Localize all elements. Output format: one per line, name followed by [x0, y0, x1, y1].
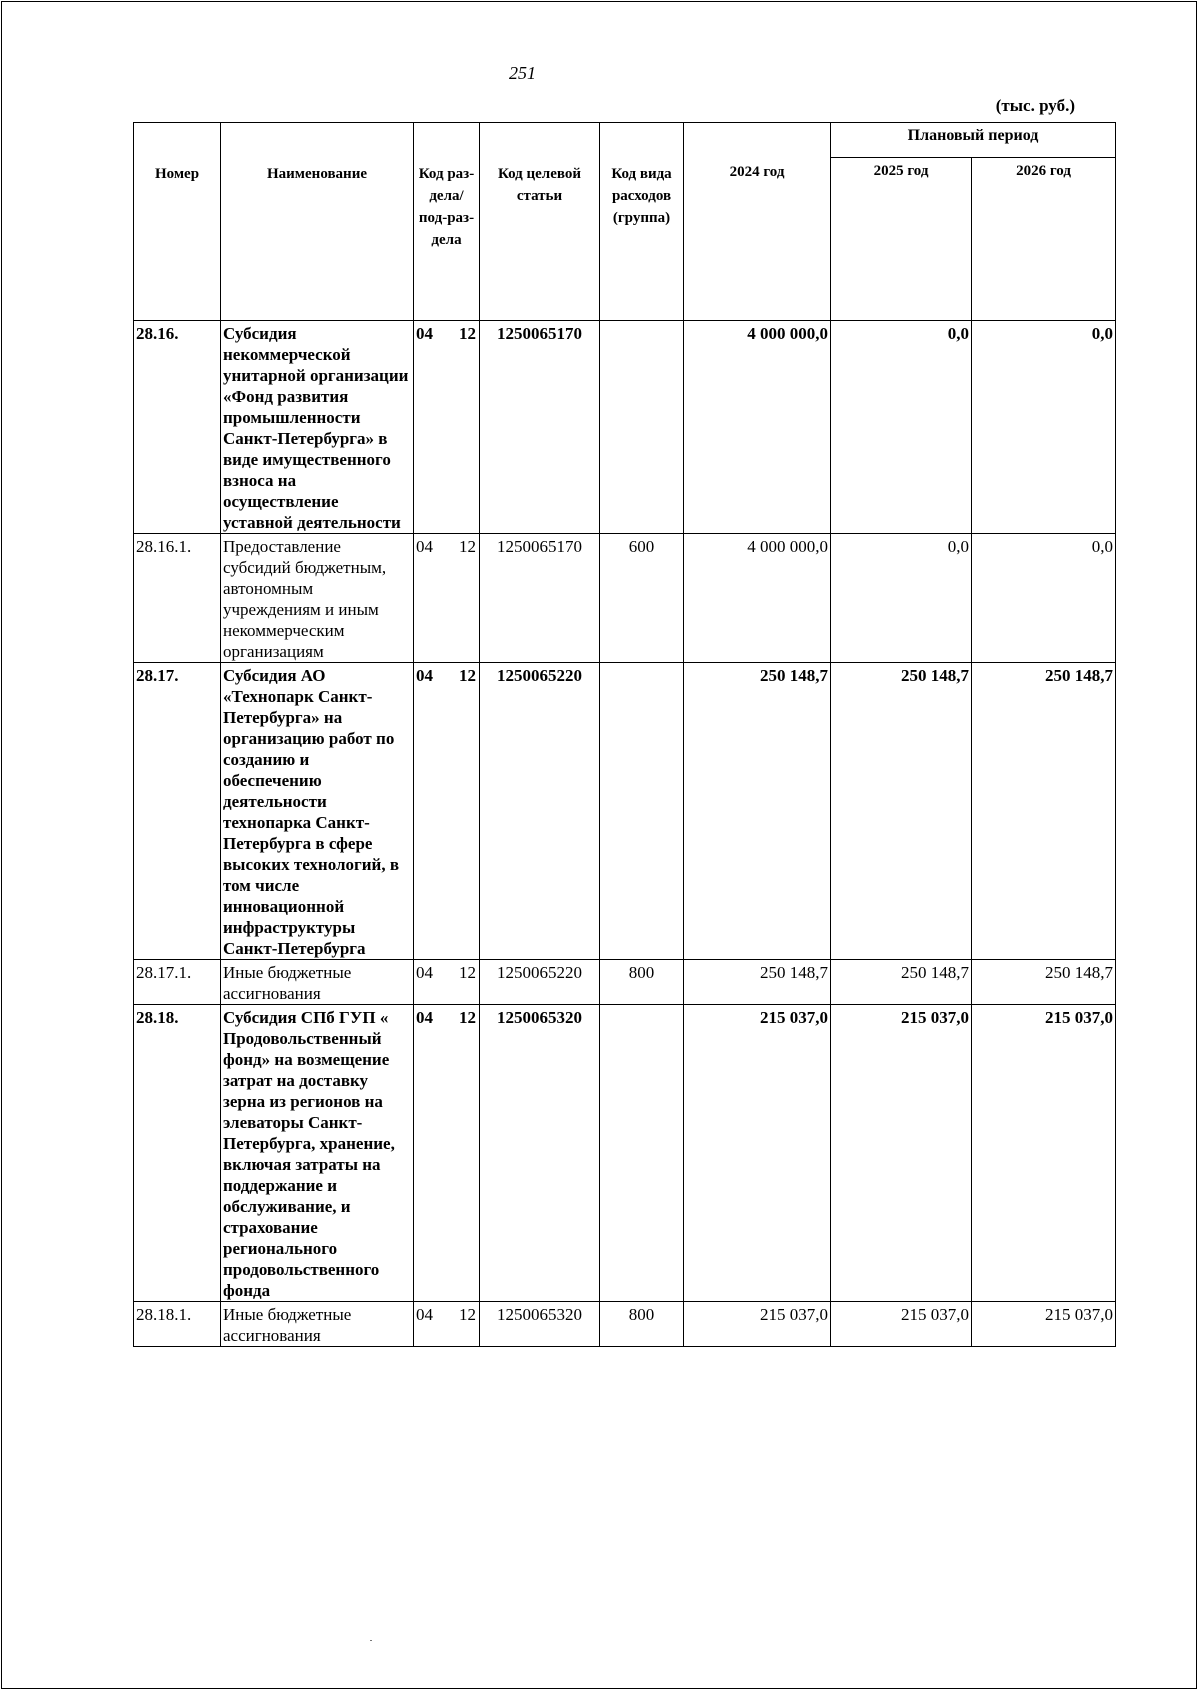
row-section-code [414, 1302, 480, 1347]
row-target-code: 1250065220 [480, 663, 600, 960]
row-number: 28.18.1. [134, 1302, 221, 1347]
row-value-2025: 215 037,0 [831, 1302, 972, 1347]
subsection-code: 12 [459, 963, 476, 982]
scan-speck [370, 1640, 372, 1641]
row-name: Предоставление субсидий бюджетным, автономным учреждениям и иным некоммерческим организациям [221, 534, 414, 663]
subsection-code: 12 [459, 666, 476, 685]
subsection-code: 12 [459, 324, 476, 343]
row-value-2026: 250 148,7 [972, 960, 1116, 1005]
row-expense-type: 800 [600, 1302, 684, 1347]
header-planning-period: Плановый период [831, 123, 1116, 158]
row-target-code: 1250065170 [480, 534, 600, 663]
row-value-2024: 215 037,0 [684, 1302, 831, 1347]
section-code: 04 [416, 666, 433, 685]
row-value-2026: 250 148,7 [972, 663, 1116, 960]
row-value-2024: 215 037,0 [684, 1005, 831, 1302]
subsection-code: 12 [459, 1008, 476, 1027]
table-row [134, 960, 1116, 1005]
header-expense-type: Код вида расходов (группа) [600, 123, 684, 321]
section-code: 04 [416, 963, 433, 982]
row-expense-type [600, 1005, 684, 1302]
row-number: 28.18. [134, 1005, 221, 1302]
row-number: 28.17.1. [134, 960, 221, 1005]
table-row [134, 534, 1116, 663]
row-target-code: 1250065320 [480, 1005, 600, 1302]
row-target-code: 1250065320 [480, 1302, 600, 1347]
header-number: Номер [134, 123, 221, 321]
header-year-2025: 2025 год [831, 158, 972, 321]
units-label: (тыс. руб.) [995, 96, 1075, 115]
header-name: Наименование [221, 123, 414, 321]
row-expense-type [600, 663, 684, 960]
row-number: 28.17. [134, 663, 221, 960]
section-code: 04 [416, 1008, 433, 1027]
row-name: Субсидия СПб ГУП « Продовольственный фонд» на возмещение затрат на доставку зерна из регионов на элеваторы Санкт-Петербурга, хранение, включая затраты на поддержание и обслуживание, и страхование регионального продовольственного фонда [221, 1005, 414, 1302]
row-expense-type [600, 321, 684, 534]
row-section-code [414, 321, 480, 534]
table-row [134, 1302, 1116, 1347]
table-row [134, 1005, 1116, 1302]
row-value-2024: 250 148,7 [684, 960, 831, 1005]
header-year-2026: 2026 год [972, 158, 1116, 321]
row-target-code: 1250065170 [480, 321, 600, 534]
row-value-2025: 0,0 [831, 534, 972, 663]
table-row [134, 663, 1116, 960]
row-value-2026: 0,0 [972, 534, 1116, 663]
subsection-code: 12 [459, 537, 476, 556]
header-row [134, 123, 1116, 158]
row-section-code [414, 960, 480, 1005]
row-number: 28.16.1. [134, 534, 221, 663]
header-section-code: Код раз-дела/ под-раз-дела [414, 123, 480, 321]
row-name: Иные бюджетные ассигнования [221, 960, 414, 1005]
page-number: 251 [509, 63, 536, 83]
budget-table [133, 122, 1116, 1347]
row-value-2026: 215 037,0 [972, 1005, 1116, 1302]
subsection-code: 12 [459, 1305, 476, 1324]
row-section-code [414, 663, 480, 960]
row-target-code: 1250065220 [480, 960, 600, 1005]
row-value-2024: 250 148,7 [684, 663, 831, 960]
row-name: Субсидия некоммерческой унитарной организации «Фонд развития промышленности Санкт-Петербурга» в виде имущественного взноса на осуществление уставной деятельности [221, 321, 414, 534]
row-value-2026: 215 037,0 [972, 1302, 1116, 1347]
row-number: 28.16. [134, 321, 221, 534]
row-name: Субсидия АО «Технопарк Санкт-Петербурга» на организацию работ по созданию и обеспечению деятельности технопарка Санкт-Петербурга в сфере высоких технологий, в том числе инновационной инфраструктуры Санкт-Петербурга [221, 663, 414, 960]
section-code: 04 [416, 1305, 433, 1324]
row-section-code [414, 1005, 480, 1302]
row-expense-type: 800 [600, 960, 684, 1005]
row-value-2025: 0,0 [831, 321, 972, 534]
header-target-code: Код целевой статьи [480, 123, 600, 321]
row-value-2025: 250 148,7 [831, 960, 972, 1005]
row-expense-type: 600 [600, 534, 684, 663]
section-code: 04 [416, 324, 433, 343]
row-name: Иные бюджетные ассигнования [221, 1302, 414, 1347]
row-value-2024: 4 000 000,0 [684, 534, 831, 663]
section-code: 04 [416, 537, 433, 556]
row-section-code [414, 534, 480, 663]
row-value-2024: 4 000 000,0 [684, 321, 831, 534]
row-value-2025: 215 037,0 [831, 1005, 972, 1302]
row-value-2025: 250 148,7 [831, 663, 972, 960]
row-value-2026: 0,0 [972, 321, 1116, 534]
header-year-2024: 2024 год [684, 123, 831, 321]
table-row [134, 321, 1116, 534]
